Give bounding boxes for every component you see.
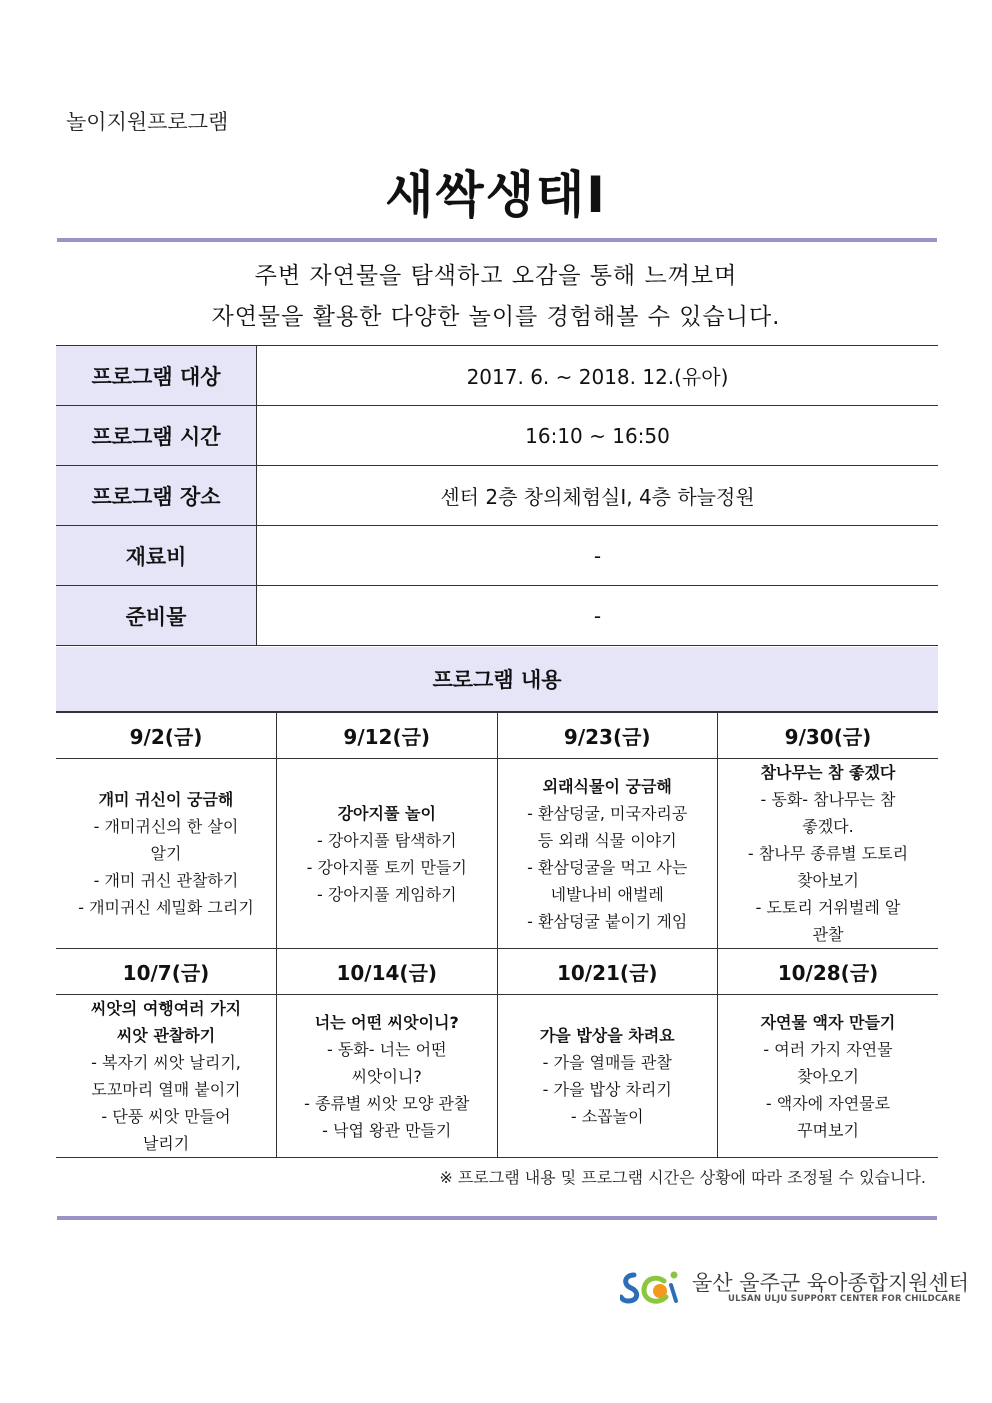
schedule-date-row bbox=[56, 713, 938, 759]
session-activity: - 가을 밥상 차리기 bbox=[542, 1080, 672, 1099]
program-category: 놀이지원프로그램 bbox=[66, 110, 229, 134]
session-activity: - 여러 가지 자연물 bbox=[763, 1039, 893, 1059]
session-activity: - 도토리 거위벌레 알 bbox=[755, 898, 901, 917]
info-row-target bbox=[56, 346, 938, 406]
session-activity: - 낙엽 왕관 만들기 bbox=[322, 1120, 452, 1140]
intro-line-2: 자연물을 활용한 다양한 놀이를 경험해볼 수 있습니다. bbox=[211, 304, 781, 330]
session-activity: 등 외래 식물 이야기 bbox=[537, 830, 677, 850]
page-title: 새싹생태Ⅰ bbox=[385, 166, 607, 224]
session-title: 강아지풀 놀이 bbox=[337, 803, 436, 823]
session-activity: - 동화- 참나무는 참 bbox=[760, 790, 896, 809]
session-activity: - 복자기 씨앗 날리기, bbox=[91, 1053, 241, 1072]
session-activity: - 환삼덩굴 붙이기 게임 bbox=[527, 911, 688, 931]
session-content bbox=[497, 995, 718, 1158]
session-activity: - 개미 귀신 관찰하기 bbox=[93, 871, 239, 890]
session-activity: - 환삼덩굴을 먹고 사는 bbox=[527, 857, 688, 877]
program-info-table bbox=[56, 345, 938, 646]
info-value: 센터 2층 창의체험실Ⅰ, 4층 하늘정원 bbox=[257, 466, 939, 526]
session-activity: 도꼬마리 열매 붙이기 bbox=[91, 1080, 241, 1099]
org-name-english: ULSAN ULJU SUPPORT CENTER FOR CHILDCARE bbox=[728, 1294, 961, 1304]
info-row-fee bbox=[56, 526, 938, 586]
info-value: 16:10 ~ 16:50 bbox=[257, 406, 939, 466]
session-activity: 찾아보기 bbox=[797, 871, 859, 890]
session-activity: - 가을 열매들 관찰 bbox=[542, 1053, 672, 1072]
info-row-place bbox=[56, 466, 938, 526]
session-date: 10/7(금) bbox=[56, 949, 277, 995]
session-title: 개미 귀신이 궁금해 bbox=[98, 790, 234, 809]
session-activity: - 강아지풀 토끼 만들기 bbox=[306, 857, 467, 877]
intro-line-1: 주변 자연물을 탐색하고 오감을 통해 느껴보며 bbox=[254, 263, 738, 289]
session-date: 9/23(금) bbox=[497, 713, 718, 759]
session-content bbox=[497, 759, 718, 949]
session-activity: 꾸며보기 bbox=[797, 1120, 859, 1140]
session-activity: 찾아오기 bbox=[797, 1066, 859, 1086]
session-activity: 네발나비 애벌레 bbox=[550, 884, 664, 904]
info-label: 프로그램 시간 bbox=[56, 406, 257, 466]
session-date: 9/12(금) bbox=[277, 713, 498, 759]
content-header: 프로그램 내용 bbox=[56, 647, 938, 712]
session-activity: - 액자에 자연물로 bbox=[765, 1093, 891, 1113]
schedule-notice: ※ 프로그램 내용 및 프로그램 시간은 상황에 따라 조정될 수 있습니다. bbox=[439, 1168, 926, 1187]
bottom-divider bbox=[57, 1216, 937, 1220]
info-value: - bbox=[257, 526, 939, 586]
session-activity: 관찰 bbox=[812, 925, 844, 944]
session-activity: - 개미귀신 세밀화 그리기 bbox=[78, 898, 254, 917]
org-name-korean: 울산 울주군 육아종합지원센터 bbox=[692, 1271, 970, 1295]
session-activity: 날리기 bbox=[142, 1134, 190, 1153]
info-value: 2017. 6. ~ 2018. 12.(유아) bbox=[257, 346, 939, 406]
session-content bbox=[56, 995, 277, 1158]
session-activity: 알기 bbox=[150, 844, 182, 863]
childcare-center-logo-icon bbox=[620, 1265, 682, 1310]
session-title: 너는 어떤 씨앗이니? bbox=[314, 1012, 459, 1032]
session-date: 9/30(금) bbox=[718, 713, 939, 759]
session-activity: - 환삼덩굴, 미국자리공 bbox=[527, 803, 688, 823]
session-activity: - 종류별 씨앗 모양 관찰 bbox=[304, 1093, 470, 1113]
session-title: 자연물 액자 만들기 bbox=[760, 1012, 896, 1032]
session-title: 씨앗의 여행여러 가지 bbox=[90, 999, 242, 1018]
session-title-cont: 씨앗 관찰하기 bbox=[116, 1026, 216, 1045]
session-content bbox=[56, 759, 277, 949]
schedule-content-row bbox=[56, 995, 938, 1158]
session-content bbox=[277, 995, 498, 1158]
session-content bbox=[718, 759, 939, 949]
session-date: 10/28(금) bbox=[718, 949, 939, 995]
org-logo bbox=[620, 1265, 970, 1310]
schedule-content-row bbox=[56, 759, 938, 949]
info-label: 재료비 bbox=[56, 526, 257, 586]
top-divider bbox=[57, 238, 937, 242]
session-title: 가을 밥상을 차려요 bbox=[539, 1026, 675, 1045]
session-activity: 씨앗이니? bbox=[351, 1066, 422, 1086]
session-date: 10/14(금) bbox=[277, 949, 498, 995]
schedule-date-row bbox=[56, 949, 938, 995]
info-label: 프로그램 대상 bbox=[56, 346, 257, 406]
session-content bbox=[718, 995, 939, 1158]
session-activity: - 참나무 종류별 도토리 bbox=[747, 844, 909, 863]
info-row-supplies bbox=[56, 586, 938, 646]
session-activity: - 동화- 너는 어떤 bbox=[326, 1039, 447, 1059]
session-title: 참나무는 참 좋겠다 bbox=[760, 763, 896, 782]
info-label: 프로그램 장소 bbox=[56, 466, 257, 526]
session-activity: 좋겠다. bbox=[802, 817, 854, 836]
session-activity: - 소꼽놀이 bbox=[570, 1107, 644, 1126]
schedule-table bbox=[56, 712, 938, 1158]
info-label: 준비물 bbox=[56, 586, 257, 646]
session-content bbox=[277, 759, 498, 949]
session-title: 외래식물이 궁금해 bbox=[542, 776, 672, 796]
session-date: 9/2(금) bbox=[56, 713, 277, 759]
session-activity: - 개미귀신의 한 살이 bbox=[93, 817, 239, 836]
session-activity: - 강아지풀 게임하기 bbox=[316, 884, 457, 904]
info-value: - bbox=[257, 586, 939, 646]
session-activity: - 단풍 씨앗 만들어 bbox=[101, 1107, 231, 1126]
info-row-time bbox=[56, 406, 938, 466]
session-date: 10/21(금) bbox=[497, 949, 718, 995]
session-activity: - 강아지풀 탐색하기 bbox=[316, 830, 457, 850]
